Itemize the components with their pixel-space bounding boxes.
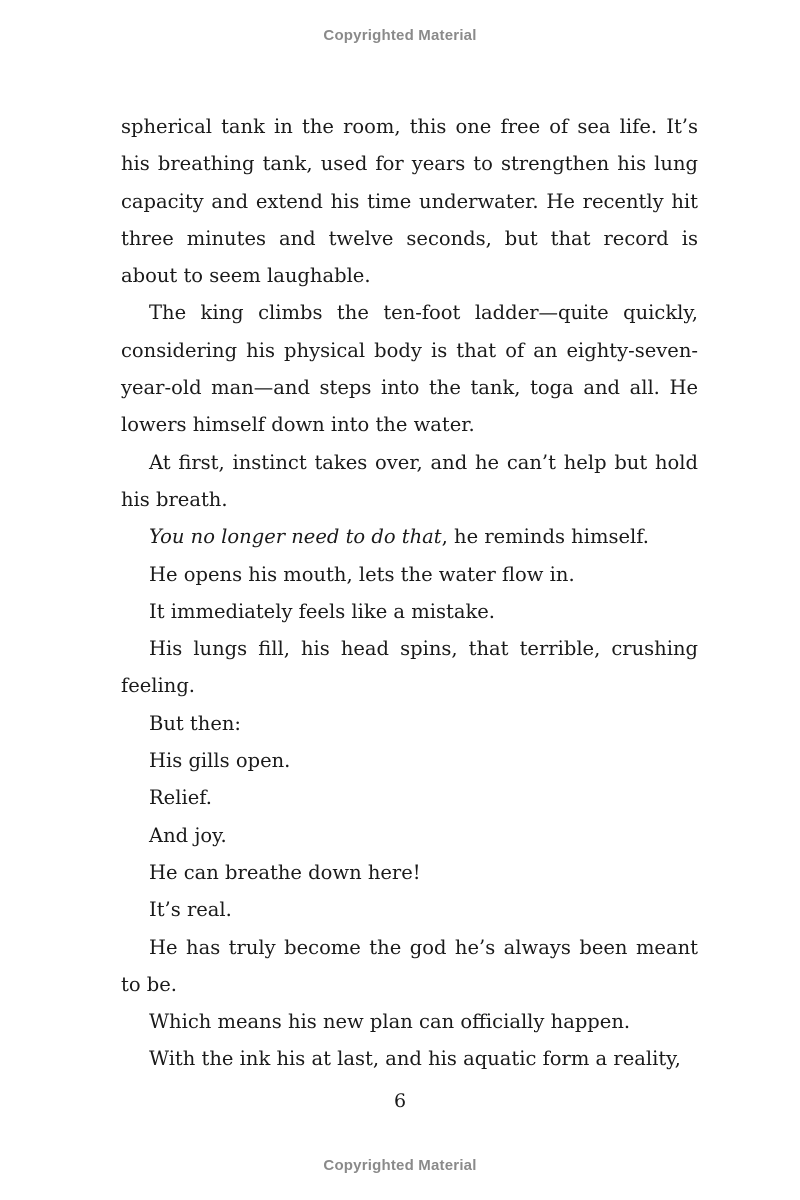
- paragraph: He has truly become the god he’s always been meant to be.: [121, 935, 698, 996]
- paragraph: At first, instinct takes over, and he can’t help but hold his breath.: [121, 450, 698, 511]
- paragraph: spherical tank in the room, this one free of sea life. It’s his breathing tank, used for years to strengthen his lung capacity and extend his time underwater. He recently hit three minutes and twelve seconds, but that record is about to seem laughable.: [121, 115, 698, 288]
- paragraph: He can breathe down here!: [149, 860, 421, 884]
- paragraph-rest: , he reminds himself.: [441, 525, 649, 549]
- paragraph: His gills open.: [149, 749, 291, 773]
- copyright-watermark-top: Copyrighted Material: [323, 27, 477, 44]
- paragraph: Relief.: [149, 786, 212, 810]
- paragraph: His lungs fill, his head spins, that terrible, crushing feeling.: [121, 637, 698, 698]
- paragraph: And joy.: [149, 823, 227, 847]
- paragraph: The king climbs the ten-foot ladder—quite quickly, considering his physical body is that of an eighty-seven-year-old man—and steps into the tank, toga and all. He lowers himself down into the water.: [121, 301, 698, 437]
- paragraph: He opens his mouth, lets the water flow in.: [149, 562, 575, 586]
- paragraph: It immediately feels like a mistake.: [149, 599, 496, 623]
- copyright-watermark-bottom: Copyrighted Material: [323, 1157, 477, 1174]
- page-body: [121, 108, 698, 1078]
- paragraph: With the ink his at last, and his aquatic form a reality,: [149, 1047, 681, 1071]
- paragraph: But then:: [149, 711, 241, 735]
- paragraph: [121, 518, 698, 555]
- page-number: 6: [393, 1090, 407, 1112]
- italic-thought: You no longer need to do that: [149, 525, 442, 549]
- paragraph: Which means his new plan can officially happen.: [149, 1010, 631, 1034]
- paragraph: It’s real.: [149, 898, 232, 922]
